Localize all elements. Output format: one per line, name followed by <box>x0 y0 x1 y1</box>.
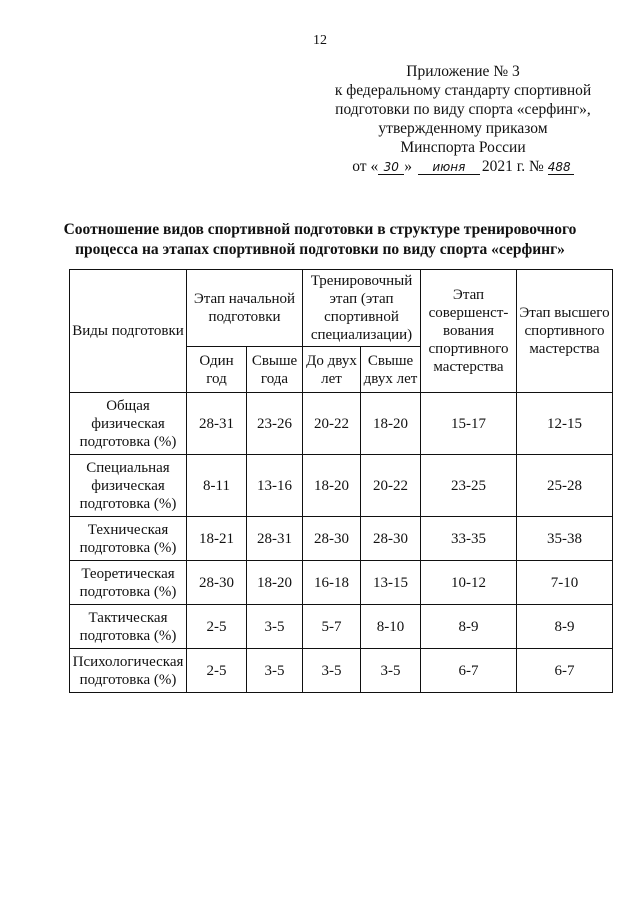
table-cell: 25-28 <box>517 455 613 517</box>
header-stage-improvement: Этап совершенст-вования спортивного мастерства <box>421 270 517 393</box>
appendix-line: утвержденному приказом <box>378 120 548 137</box>
table-cell: 16-18 <box>303 561 361 605</box>
row-label: Техническая подготовка (%) <box>70 517 187 561</box>
table-cell: 3-5 <box>303 649 361 693</box>
table-cell: 12-15 <box>517 393 613 455</box>
table-cell: 18-20 <box>303 455 361 517</box>
table-cell: 5-7 <box>303 605 361 649</box>
row-label: Общая физическая подготовка (%) <box>70 393 187 455</box>
date-mid: » <box>404 158 412 175</box>
page-number: 12 <box>313 33 327 48</box>
table-cell: 28-30 <box>187 561 247 605</box>
title-line: процесса на этапах спортивной подготовки по виду спорта «серфинг» <box>75 241 565 258</box>
table-cell: 3-5 <box>247 605 303 649</box>
table-cell: 10-12 <box>421 561 517 605</box>
subheader-initial-2: Свыше года <box>247 347 303 393</box>
row-label: Психологическая подготовка (%) <box>70 649 187 693</box>
table-cell: 20-22 <box>303 393 361 455</box>
subheader-training-2: Свыше двух лет <box>361 347 421 393</box>
date-year: 2021 г. № <box>481 158 544 175</box>
table-cell: 13-16 <box>247 455 303 517</box>
table-cell: 20-22 <box>361 455 421 517</box>
table-cell: 33-35 <box>421 517 517 561</box>
header-types: Виды подготовки <box>70 270 187 393</box>
table-cell: 3-5 <box>247 649 303 693</box>
table-cell: 18-21 <box>187 517 247 561</box>
table-cell: 28-31 <box>247 517 303 561</box>
appendix-line: Минспорта России <box>400 139 526 156</box>
date-prefix: от « <box>352 158 379 175</box>
table-cell: 28-30 <box>361 517 421 561</box>
document-title <box>40 220 600 260</box>
row-label: Теоретическая подготовка (%) <box>70 561 187 605</box>
table-row <box>70 517 613 561</box>
table-cell: 8-9 <box>517 605 613 649</box>
handwritten-order-number: 488 <box>548 160 574 175</box>
table-cell: 13-15 <box>361 561 421 605</box>
header-stage-highest: Этап высшего спортивного мастерства <box>517 270 613 393</box>
training-ratio-table <box>69 269 613 693</box>
table-row <box>70 455 613 517</box>
table-row <box>70 393 613 455</box>
table-cell: 2-5 <box>187 605 247 649</box>
table-cell: 23-25 <box>421 455 517 517</box>
table-row <box>70 605 613 649</box>
table-cell: 3-5 <box>361 649 421 693</box>
table-cell: 6-7 <box>421 649 517 693</box>
table-cell: 8-11 <box>187 455 247 517</box>
table-row <box>70 649 613 693</box>
table-row <box>70 561 613 605</box>
handwritten-month: июня <box>418 160 480 175</box>
handwritten-day: 30 <box>378 160 404 175</box>
table-cell: 28-30 <box>303 517 361 561</box>
table-cell: 6-7 <box>517 649 613 693</box>
table-cell: 18-20 <box>361 393 421 455</box>
appendix-title: Приложение № 3 <box>406 63 520 80</box>
table-cell: 23-26 <box>247 393 303 455</box>
row-label: Тактическая подготовка (%) <box>70 605 187 649</box>
table-cell: 28-31 <box>187 393 247 455</box>
table-cell: 8-10 <box>361 605 421 649</box>
appendix-line: к федеральному стандарту спортивной <box>334 82 592 99</box>
table-cell: 18-20 <box>247 561 303 605</box>
table-cell: 8-9 <box>421 605 517 649</box>
table-cell: 2-5 <box>187 649 247 693</box>
row-label: Специальная физическая подготовка (%) <box>70 455 187 517</box>
subheader-training-1: До двух лет <box>303 347 361 393</box>
table-cell: 35-38 <box>517 517 613 561</box>
table-cell: 7-10 <box>517 561 613 605</box>
table-cell: 15-17 <box>421 393 517 455</box>
appendix-block <box>318 62 608 176</box>
title-line: Соотношение видов спортивной подготовки в структуре тренировочного <box>63 221 577 238</box>
order-date-line <box>318 157 608 176</box>
appendix-line: подготовки по виду спорта «серфинг», <box>335 101 591 118</box>
subheader-initial-1: Один год <box>187 347 247 393</box>
header-stage-training: Тренировочный этап (этап спортивной специализации) <box>303 270 421 347</box>
header-stage-initial: Этап начальной подготовки <box>187 270 303 347</box>
